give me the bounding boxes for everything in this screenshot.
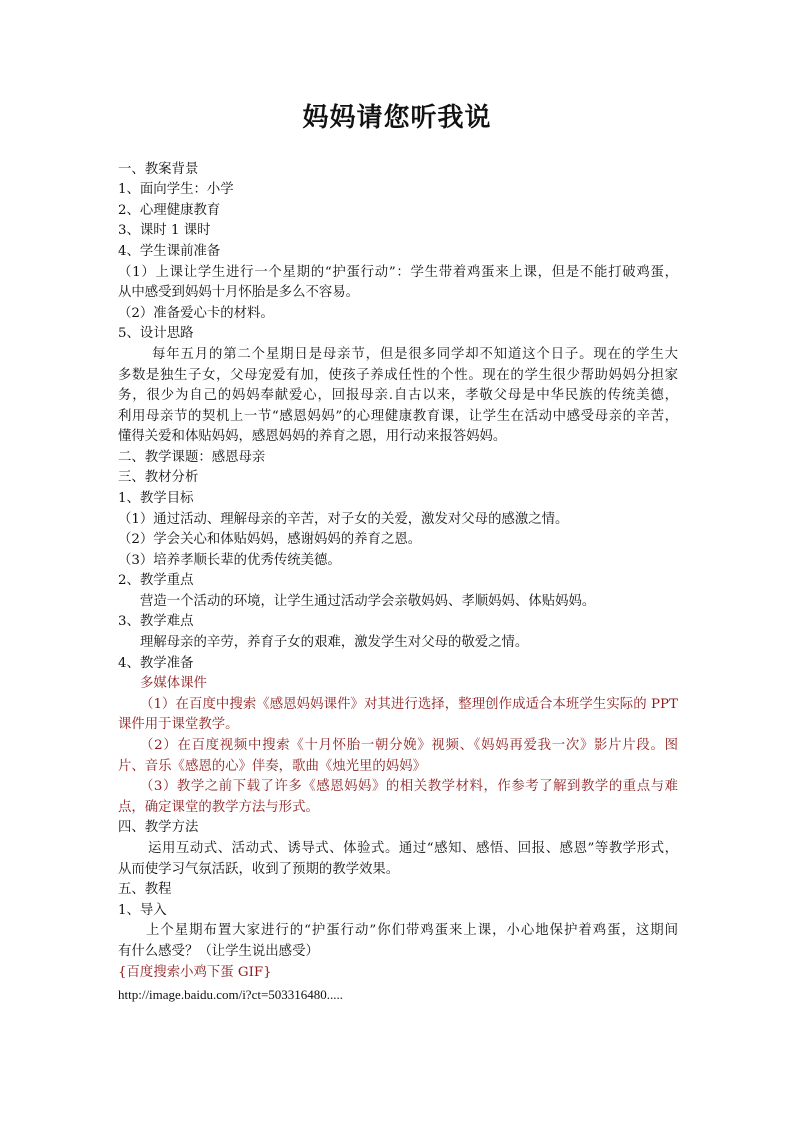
- text-line: 营造一个活动的环境，让学生通过活动学会亲敬妈妈、孝顺妈妈、体贴妈妈。: [140, 594, 596, 609]
- text-line: （2）在百度视频中搜索《十月怀胎一朝分娩》视频、《妈妈再爱我一次》影片片段。图: [140, 738, 678, 753]
- text-line: （2）学会关心和体贴妈妈，感谢妈妈的养育之恩。: [118, 532, 422, 547]
- text-line: 4、学生课前准备: [118, 244, 221, 259]
- text-line: 运用互动式、活动式、诱导式、体验式。通过“感知、感悟、回报、感恩”等教学形式，: [148, 841, 678, 856]
- heading-background: 一、教案背景: [118, 162, 199, 177]
- text-line: （3）教学之前下载了许多《感恩妈妈》的相关教学材料，作参考了解到教学的重点与难: [140, 779, 678, 794]
- text-line: 上个星期布置大家进行的“护蛋行动”你们带鸡蛋来上课，小心地保护着鸡蛋，这期间: [146, 923, 678, 938]
- heading-procedure: 五、教程: [118, 882, 172, 897]
- text-line: {百度搜索小鸡下蛋 GIF}: [118, 965, 272, 980]
- text-line: （1）上课让学生进行一个星期的“护蛋行动”：学生带着鸡蛋来上课，但是不能打破鸡蛋，: [118, 265, 678, 280]
- text-line: 利用母亲节的契机上一节“感恩妈妈”的心理健康教育课，让学生在活动中感受母亲的辛苦，: [118, 409, 678, 424]
- heading-topic: 二、教学课题：感恩母亲: [118, 450, 266, 465]
- text-line: 每年五月的第二个星期日是母亲节，但是很多同学却不知道这个日子。现在的学生大: [152, 347, 678, 362]
- text-line: （3）培养孝顺长辈的优秀传统美德。: [118, 553, 341, 568]
- text-line: 理解母亲的辛劳，养育子女的艰难，激发学生对父母的敬爱之情。: [140, 635, 529, 650]
- text-line: 课件用于课堂教学。: [118, 717, 239, 732]
- text-line: （1）通过活动、理解母亲的辛苦，对子女的关爱，激发对父母的感激之情。: [118, 512, 569, 527]
- text-line: 务，很少为自己的妈妈奉献爱心，回报母亲.自古以来，孝敬父母是中华民族的传统美德，: [118, 388, 678, 403]
- text-line: 5、设计思路: [118, 326, 194, 341]
- text-line: 1、导入: [118, 903, 167, 918]
- text-line: 片、音乐《感恩的心》伴奏，歌曲《烛光里的妈妈》: [118, 759, 426, 774]
- document-title: 妈妈请您听我说: [302, 103, 492, 133]
- text-line: 2、教学重点: [118, 573, 194, 588]
- text-line: 多数是独生子女，父母宠爱有加，使孩子养成任性的个性。现在的学生很少帮助妈妈分担家: [118, 368, 678, 383]
- text-line: 懂得关爱和体贴妈妈，感恩妈妈的养育之恩，用行动来报答妈妈。: [118, 429, 507, 444]
- heading-analysis: 三、教材分析: [118, 470, 199, 485]
- text-line: 从中感受到妈妈十月怀胎是多么不容易。: [118, 285, 360, 300]
- text-line: 1、面向学生：小学: [118, 182, 234, 197]
- text-line: 有什么感受？（让学生说出感受）: [118, 944, 319, 959]
- text-line: 从而使学习气氛活跃，收到了预期的教学效果。: [118, 862, 400, 877]
- text-line: 3、教学难点: [118, 614, 194, 629]
- text-line: 多媒体课件: [140, 676, 207, 691]
- text-line: （2）准备爱心卡的材料。: [118, 306, 274, 321]
- text-line: 点，确定课堂的教学方法与形式。: [118, 800, 319, 815]
- text-line: 3、课时 1 课时: [118, 223, 211, 238]
- text-line: 2、心理健康教育: [118, 203, 221, 218]
- heading-method: 四、教学方法: [118, 820, 199, 835]
- text-line: 4、教学准备: [118, 656, 194, 671]
- text-line: （1）在百度中搜索《感恩妈妈课件》对其进行选择，整理创作成适合本班学生实际的 PPT: [140, 697, 678, 712]
- text-line: 1、教学目标: [118, 491, 194, 506]
- url-link[interactable]: http://image.baidu.com/i?ct=503316480.....: [118, 987, 344, 1002]
